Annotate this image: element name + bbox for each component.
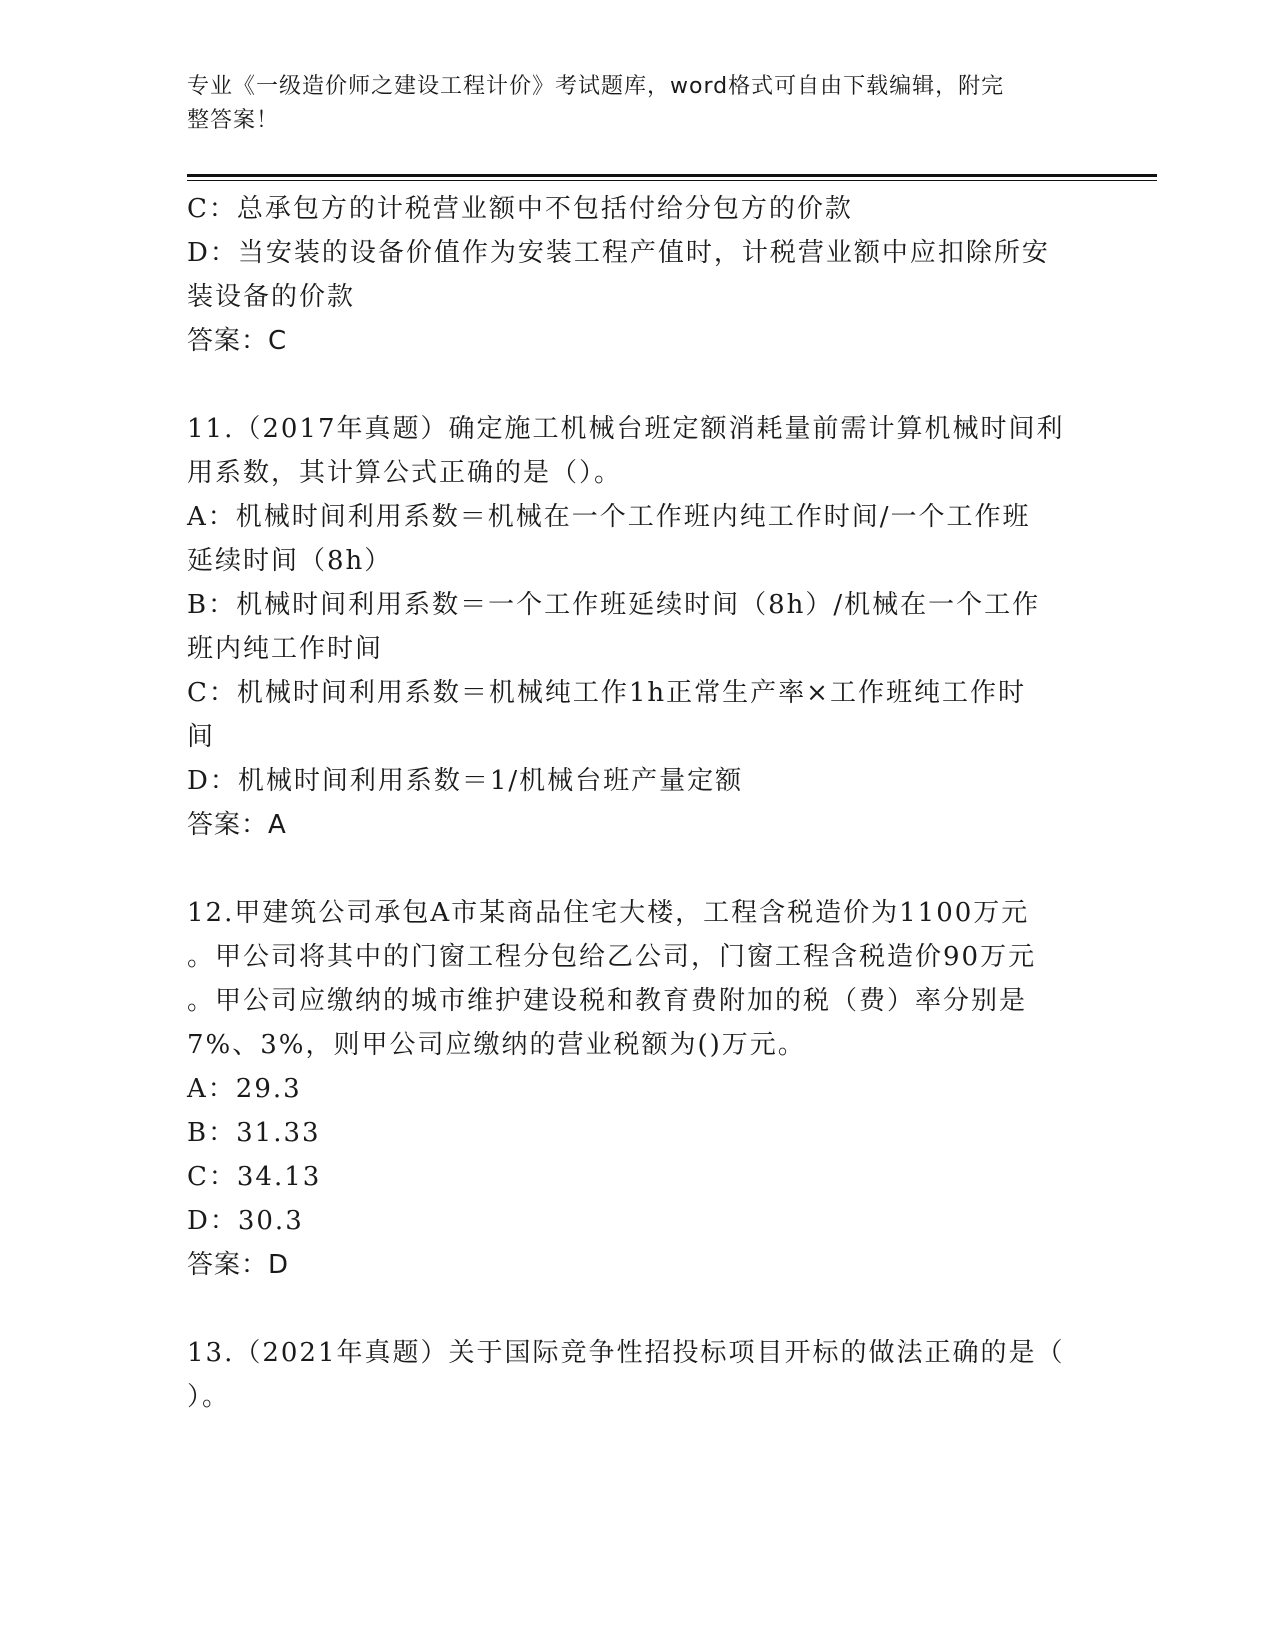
question-13: [187, 1331, 1157, 1419]
option-d: D：当安装的设备价值作为安装工程产值时，计税营业额中应扣除所安: [187, 238, 1050, 268]
answer: 答案：A: [187, 810, 287, 840]
question-11: [187, 407, 1157, 847]
document-page: [187, 70, 1157, 1419]
option-d-continued: 装设备的价款: [187, 282, 356, 312]
document-header: [187, 70, 1157, 138]
option-c: C：34.13: [187, 1162, 322, 1192]
option-d: D：机械时间利用系数＝1/机械台班产量定额: [187, 766, 744, 796]
option-d: D：30.3: [187, 1206, 304, 1236]
question-stem: 11.（2017年真题）确定施工机械台班定额消耗量前需计算机械时间利: [187, 414, 1065, 444]
header-line: 整答案！: [187, 108, 280, 133]
question-stem: 13.（2021年真题）关于国际竞争性招投标项目开标的做法正确的是（: [187, 1338, 1065, 1368]
question-stem-continued: 。甲公司应缴纳的城市维护建设税和教育费附加的税（费）率分别是: [187, 986, 1028, 1016]
question-stem: 12.甲建筑公司承包A市某商品住宅大楼，工程含税造价为1100万元: [187, 898, 1030, 928]
question-list: [187, 187, 1157, 1419]
option-b: B：31.33: [187, 1118, 321, 1148]
answer: 答案：C: [187, 326, 288, 356]
question-12: [187, 891, 1157, 1287]
option-c: C：机械时间利用系数＝机械纯工作1h正常生产率×工作班纯工作时: [187, 678, 1026, 708]
option-a: A：29.3: [187, 1074, 302, 1104]
question-stem-continued: 。甲公司将其中的门窗工程分包给乙公司，门窗工程含税造价90万元: [187, 942, 1037, 972]
option-b: B：机械时间利用系数＝一个工作班延续时间（8h）/机械在一个工作: [187, 590, 1041, 620]
option-a: A：机械时间利用系数＝机械在一个工作班内纯工作时间/一个工作班: [187, 502, 1031, 532]
question-stem-continued: 用系数，其计算公式正确的是（）。: [187, 458, 623, 488]
option-c: C：总承包方的计税营业额中不包括付给分包方的价款: [187, 194, 853, 224]
question-stem-continued: 7%、3%，则甲公司应缴纳的营业税额为()万元。: [187, 1030, 806, 1060]
answer: 答案：D: [187, 1250, 290, 1280]
header-line: 专业《一级造价师之建设工程计价》考试题库，word格式可自由下载编辑，附完: [187, 74, 1005, 99]
option-c-continued: 间: [187, 722, 216, 752]
option-a-continued: 延续时间（8h）: [187, 546, 393, 576]
question-stem-continued: ）。: [187, 1382, 231, 1412]
question-10: [187, 187, 1157, 363]
header-divider: [187, 174, 1157, 181]
option-b-continued: 班内纯工作时间: [187, 634, 384, 664]
